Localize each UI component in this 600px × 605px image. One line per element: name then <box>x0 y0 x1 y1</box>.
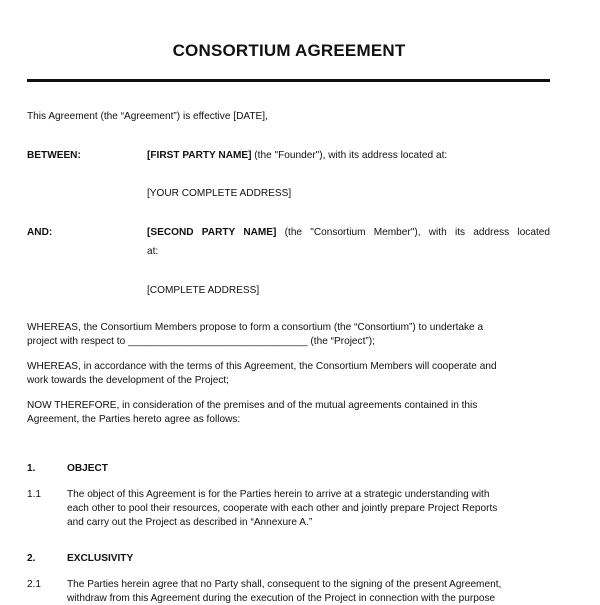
clause-1-1-line-1: The object of this Agreement is for the Parties herein to arrive at a strategic understanding with <box>67 489 490 500</box>
now-therefore-line-1: NOW THEREFORE, in consideration of the premises and of the mutual agreements contained in this <box>27 400 478 411</box>
clause-2-1-number: 2.1 <box>27 579 42 590</box>
between-label: BETWEEN: <box>27 150 81 161</box>
clause-1-1-number: 1.1 <box>27 489 42 500</box>
clause-2-1-line-1: The Parties herein agree that no Party shall, consequent to the signing of the present Agreement, <box>67 579 502 590</box>
title-divider <box>27 79 550 82</box>
effective-date-line: This Agreement (the “Agreement”) is effective [DATE], <box>27 111 268 122</box>
section-2-number: 2. <box>27 553 36 564</box>
first-party-description: (the "Founder"), with its address located at: <box>251 150 448 161</box>
whereas-2-line-1: WHEREAS, in accordance with the terms of this Agreement, the Consortium Members will cooperate and <box>27 361 497 372</box>
whereas-2-line-2: work towards the development of the Project; <box>27 375 229 386</box>
second-party-name: [SECOND PARTY NAME] <box>147 227 277 238</box>
second-party-address: [COMPLETE ADDRESS] <box>147 285 260 296</box>
clause-1-1-line-2: each other to pool their resources, cooperate with each other and jointly prepare Project Reports <box>67 503 498 514</box>
second-party-description: (the "Consortium Member"), with its address located <box>276 227 551 238</box>
first-party-address: [YOUR COMPLETE ADDRESS] <box>147 188 292 199</box>
first-party-name: [FIRST PARTY NAME] <box>147 150 252 161</box>
second-party-line <box>147 226 550 239</box>
section-2-heading: EXCLUSIVITY <box>67 553 134 564</box>
now-therefore-line-2: Agreement, the Parties hereto agree as follows: <box>27 414 241 425</box>
whereas-1-line-2: project with respect to ________________________________ (the “Project”); <box>27 336 375 347</box>
section-1-heading: OBJECT <box>67 463 108 474</box>
first-party-line <box>147 149 447 162</box>
section-1-number: 1. <box>27 463 36 474</box>
clause-2-1-line-2: withdraw from this Agreement during the execution of the Project in connection with the purpose <box>67 593 496 604</box>
whereas-1-line-1: WHEREAS, the Consortium Members propose to form a consortium (the “Consortium”) to undertake a <box>27 322 484 333</box>
clause-1-1-line-3: and carry out the Project as described in “Annexure A.” <box>67 517 313 528</box>
and-label: AND: <box>27 227 53 238</box>
second-party-description-cont: at: <box>147 246 159 257</box>
document-title: CONSORTIUM AGREEMENT <box>172 41 406 60</box>
